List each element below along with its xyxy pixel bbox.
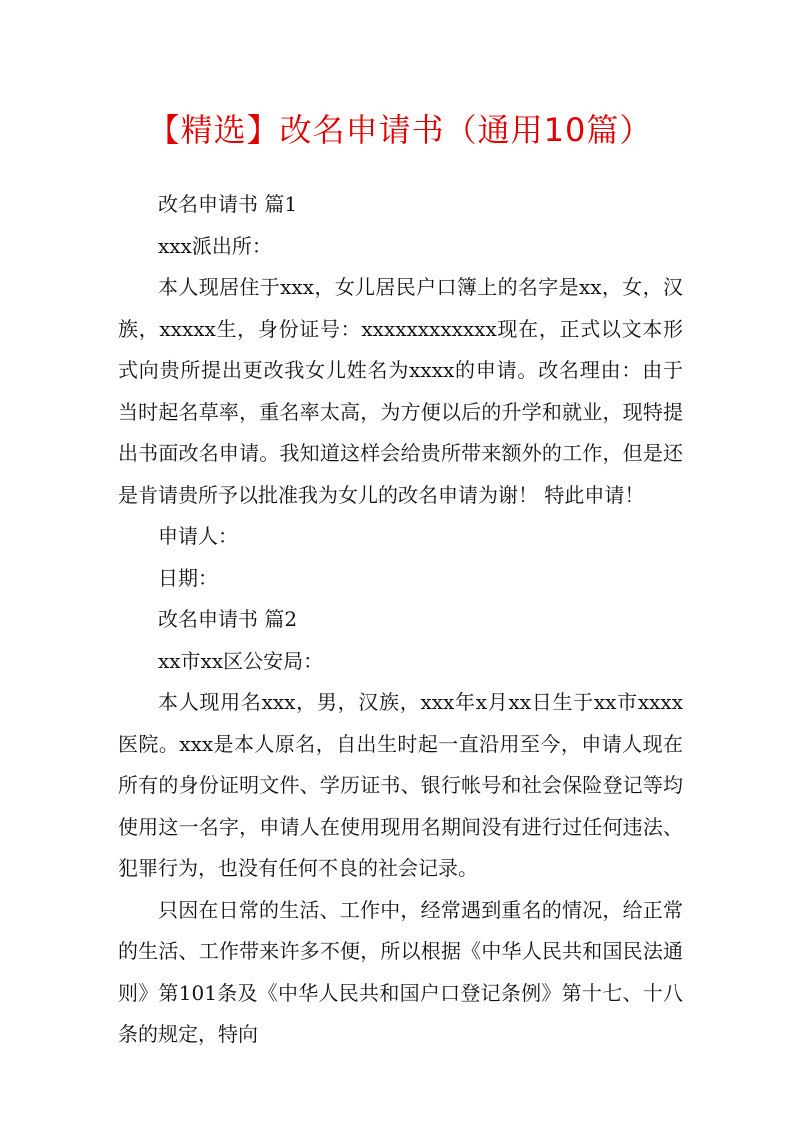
applicant-label: 申请人： bbox=[158, 524, 238, 548]
addressee-2: xx市xx区公安局： bbox=[158, 648, 324, 673]
body-paragraph-1: 本人现居住于xxx，女儿居民户口簿上的名字是xx，女，汉族，xxxxx生，身份证号：xxxxxxxxxxxx现在，正式以文本形式向贵所提出更改我女儿姓名为xxxx的申请。改名理由：由于当时起名草率，重名率太高，为方便以后的升学和就业，现特提出书面改名申请。我知道这样会给贵所带来额外的工作，但是还是肯请贵所予以批准我为女儿的改名申请为谢！ 特此申请！ bbox=[118, 275, 683, 507]
document-title: 【精选】改名申请书（通用10篇） bbox=[147, 111, 653, 149]
section-heading-2: 改名申请书 篇2 bbox=[158, 607, 298, 631]
date-label: 日期： bbox=[158, 565, 218, 590]
addressee-1: xxx派出所： bbox=[158, 233, 272, 258]
document-body bbox=[118, 184, 683, 1056]
section-heading-1: 改名申请书 篇1 bbox=[158, 192, 298, 216]
body-paragraph-3: 只因在日常的生活、工作中，经常遇到重名的情况，给正常的生活、工作带来许多不便，所以根据《中华人民共和国民法通则》第101条及《中华人民共和国户口登记条例》第十七、十八条的规定，特向 bbox=[118, 897, 683, 1046]
body-paragraph-2: 本人现用名xxx，男，汉族，xxx年x月xx日生于xx市xxxx医院。xxx是本人原名，自出生时起一直沿用至今，申请人现在所有的身份证明文件、学历证书、银行帐号和社会保险登记等均使用这一名字，申请人在使用现用名期间没有进行过任何违法、犯罪行为，也没有任何不良的社会记录。 bbox=[118, 690, 683, 880]
